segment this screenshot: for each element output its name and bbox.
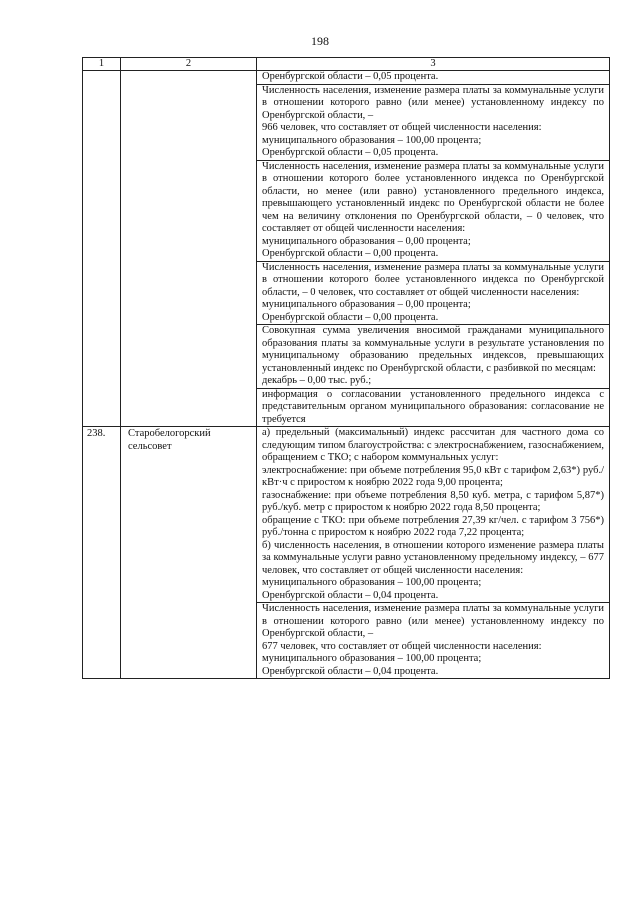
row-number-cell [83,71,121,427]
content-paragraph: 677 человек, что составляет от общей численности населения: [262,640,542,652]
content-paragraph: муниципального образования – 100,00 процента; [262,134,482,146]
content-paragraph: 966 человек, что составляет от общей численности населения: [262,122,542,133]
content-paragraph: электроснабжение: при объеме потребления 95,0 кВт с тарифом 2,63*) руб./кВт·ч с приростом к ноябрю 2022 года 9,00 процента; [262,464,604,488]
page-number: 198 [311,34,329,48]
content-paragraph: муниципального образования – 100,00 процента; [262,653,482,664]
row-name-cell [121,71,257,427]
content-paragraph: газоснабжение: при объеме потребления 8,50 куб. метра, с тарифом 5,87*) руб./куб. метр с приростом к ноябрю 2022 года 8,50 процента; [262,489,604,513]
content-paragraph: муниципального образования – 100,00 процента; [262,577,482,588]
row-content-cell [257,427,610,679]
content-paragraph: б) численность населения, в отношении которого изменение размера платы за коммунальные услуги равно установленному предельному индексу, – 677 человек, что составляет от общей численности населения: [262,539,604,576]
row-content-cell [257,71,610,427]
content-paragraph: Оренбургской области – 0,04 процента. [262,589,439,601]
content-paragraph: Оренбургской области – 0,00 процента. [262,248,439,259]
header-col-2: 2 [121,58,257,71]
table-row-previous [83,71,610,427]
content-paragraph: Численность населения, изменение размера платы за коммунальные услуги в отношении которого более установленного индекса по Оренбургской области, но менее (или равно) установленного предельного индекса, превышающего установленный индекс по Оренбургской области не более чем на величину отклонения по Оренбургской области, – 0 человек, что составляет от общей численности населения: [257,160,609,236]
content-paragraph: Оренбургской области – 0,04 процента. [262,665,439,677]
content-paragraph: Оренбургской области – 0,05 процента. [262,71,439,82]
content-paragraph: муниципального образования – 0,00 процента; [262,235,471,247]
header-row [83,58,610,71]
content-paragraph: Оренбургской области – 0,00 процента. [262,311,439,323]
content-paragraph: Численность населения, изменение размера платы за коммунальные услуги в отношении которого равно (или менее) установленному индексу по Оренбургской области, – [257,602,609,641]
row-municipality-name: Старобелогорский сельсовет [121,427,257,679]
content-paragraph: Совокупная сумма увеличения вносимой гражданами муниципального образования платы за коммунальные услуги в результате установления по муниципальному образованию предельных индексов, превышающих установленный индекс по Оренбургской области, с разбивкой по месяцам: [257,324,609,375]
content-paragraph: муниципального образования – 0,00 процента; [262,299,471,310]
content-paragraph: Численность населения, изменение размера платы за коммунальные услуги в отношении которого более установленного индекса по Оренбургской области, – 0 человек, что составляет от общей численности населения: [257,261,609,300]
content-paragraph: декабрь – 0,00 тыс. руб.; [262,375,372,386]
content-paragraph: Численность населения, изменение размера платы за коммунальные услуги в отношении которого равно (или менее) установленному индексу по Оренбургской области, – [257,84,609,123]
row-number: 238. [83,427,121,679]
content-paragraph: информация о согласовании установленного предельного индекса с представительным органом муниципального образования: согласование не требуется [257,388,609,427]
content-paragraph: Оренбургской области – 0,05 процента. [262,147,439,158]
table-row-238 [83,427,610,679]
header-col-3: 3 [257,58,610,71]
content-paragraph: обращение с ТКО: при объеме потребления 27,39 кг/чел. с тарифом 3 756*) руб./тонна с приростом к ноябрю 2022 года 7,22 процента; [262,514,604,538]
content-paragraph: а) предельный (максимальный) индекс рассчитан для частного дома со следующим типом благоустройства: с электроснабжением, газоснабжением, обращением с ТКО; с набором коммунальных услуг: [262,427,604,463]
document-table [82,57,610,679]
header-col-1: 1 [83,58,121,71]
